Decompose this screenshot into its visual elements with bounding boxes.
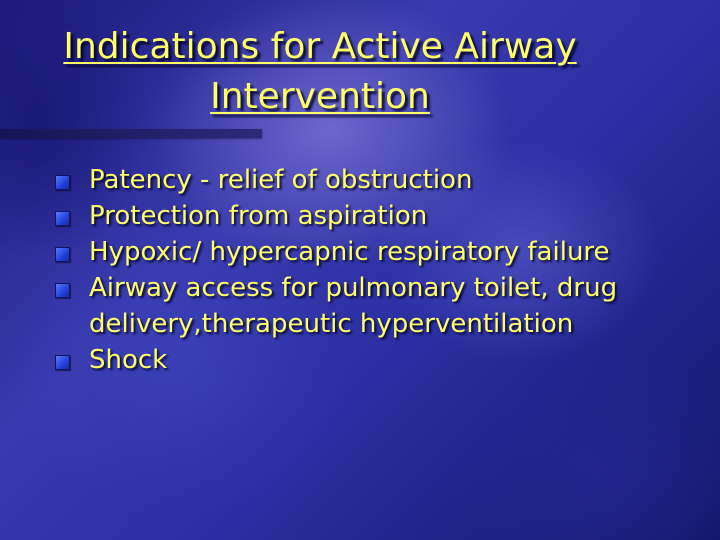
bullet-text: Patency - relief of obstruction: [89, 165, 473, 195]
bullet-item: [55, 342, 685, 378]
title-underline-bar: [0, 129, 262, 138]
bullet-text: Shock: [89, 345, 168, 375]
slide-title: [20, 22, 620, 122]
slide-title-line-1: Indications for Active Airway: [63, 26, 577, 67]
bullet-item: [55, 198, 685, 234]
bullet-list: [55, 162, 685, 378]
square-bullet-icon: [55, 211, 70, 226]
bullet-item: [55, 234, 685, 270]
square-bullet-icon: [55, 175, 70, 190]
bullet-text: Hypoxic/ hypercapnic respiratory failure: [89, 237, 610, 267]
slide-title-line-2: Intervention: [210, 76, 430, 117]
bullet-text: Airway access for pulmonary toilet, drug delivery,therapeutic hyperventilation: [89, 273, 618, 339]
bullet-item: [55, 162, 685, 198]
square-bullet-icon: [55, 247, 70, 262]
square-bullet-icon: [55, 355, 70, 370]
bullet-text: Protection from aspiration: [89, 201, 428, 231]
square-bullet-icon: [55, 283, 70, 298]
bullet-item: [55, 270, 685, 342]
